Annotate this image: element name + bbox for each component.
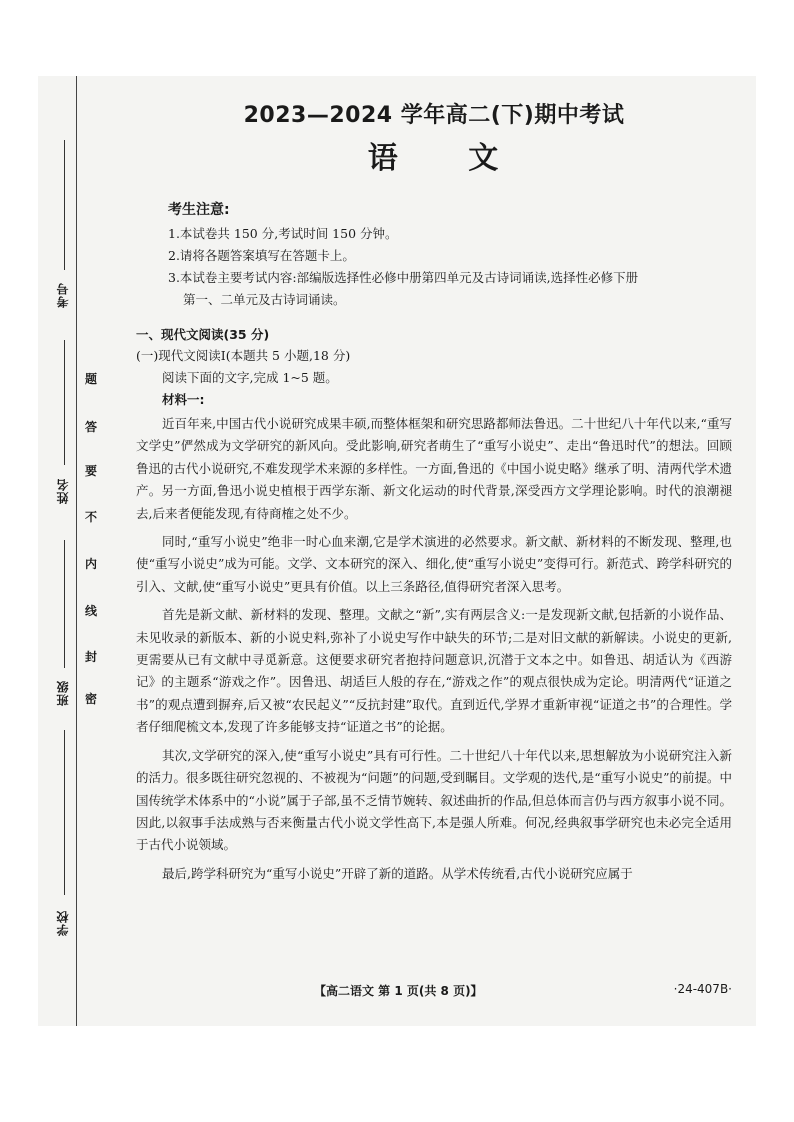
paragraph: 最后,跨学科研究为“重写小说史”开辟了新的道路。从学术传统看,古代小说研究应属于 [162, 865, 633, 881]
part-title: (一)现代文阅读Ⅰ(本题共 5 小题,18 分) [136, 348, 351, 363]
seal-char: 答 [84, 420, 97, 434]
notice-title: 考生注意: [168, 202, 230, 218]
paragraph: 其次,文学研究的深入,使“重写小说史”具有可行性。二十世纪八十年代以来,思想解放为小说研究注入新的活力。很多既往研究忽视的、不被视为“问题”的问题,受到瞩目。文学观的迭代,是“重写小说史”的前提。中国传统学术体系中的“小说”属于子部,虽不乏情节婉转、叙述曲折的作品,但总体而言仍与西方叙事小说不同。因此,以叙事手法成熟与否来衡量古代小说文学性高下,本是强人所难。何况,经典叙事学研究也未必完全适用于古代小说领域。 [136, 747, 733, 853]
notice-item: 1.本试卷共 150 分,考试时间 150 分钟。 [168, 226, 398, 241]
seal-char: 要 [84, 464, 97, 478]
page-footer [136, 982, 732, 1004]
school-label: 学校 [56, 910, 70, 936]
notice-list [168, 223, 732, 311]
name-label: 姓名 [56, 478, 70, 504]
seal-char: 线 [84, 604, 97, 618]
subject-title: 语 文 [367, 141, 501, 176]
seal-char: 封 [84, 650, 97, 664]
seal-char: 题 [84, 372, 97, 386]
material-label: 材料一: [162, 392, 205, 407]
paragraph: 首先是新文献、新材料的发现、整理。文献之“新”,实有两层含义:一是发现新文献,包括新的小说作品、未见收录的新版本、新的小说史料,弥补了小说史写作中缺失的环节;二是对旧文献的新解读。小说史的更新,更需要从已有文献中寻觅新意。这便要求研究者抱持问题意识,沉潜于文本之中。如鲁迅、胡适认为《西游记》的主题系“游戏之作”。因鲁迅、胡适巨人般的存在,“游戏之作”的观点很快成为定论。明清两代“证道之书”的观点遭到摒弃,后又被“农民起义”“反抗封建”取代。直到近代,学界才重新审视“证道之书”的合理性。学者仔细爬梳文本,发现了许多能够支持“证道之书”的论据。 [136, 607, 732, 735]
exam-number-blank [64, 140, 65, 270]
seal-char: 不 [84, 510, 97, 524]
notice-item: 3.本试卷主要考试内容:部编版选择性必修中册第四单元及古诗词诵读,选择性必修下册 [168, 270, 639, 285]
paper-code: ·24-407B· [673, 982, 732, 996]
seal-char: 内 [84, 557, 97, 571]
paragraph: 同时,“重写小说史”绝非一时心血来潮,它是学术演进的必然要求。新文献、新材料的不断发现、整理,也使“重写小说史”成为可能。文学、文本研究的深入、细化,使“重写小说史”变得可行。新范式、跨学科研究的引入、文献,使“重写小说史”更具有价值。以上三条路径,值得研究者深入思考。 [136, 534, 732, 594]
section-title: 一、现代文阅读(35 分) [136, 327, 270, 342]
class-blank [64, 540, 65, 668]
school-blank [64, 730, 65, 895]
notice-item: 2.请将各题答案填写在答题卡上。 [168, 248, 355, 263]
paragraph: 近百年来,中国古代小说研究成果丰硕,而整体框架和研究思路都师法鲁迅。二十世纪八十年代以来,“重写文学史”俨然成为文学研究的新风向。受此影响,研究者萌生了“重写小说史”、走出“鲁迅时代”的想法。回顾鲁迅的古代小说研究,不难发现学术来源的多样性。一方面,鲁迅的《中国小说史略》继承了明、清两代学术遗产。另一方面,鲁迅小说史植根于西学东渐、新文化运动的时代背景,深受西方文学理论影响。时代的浪潮褪去,后来者便能发现,有待商榷之处不少。 [136, 416, 732, 521]
seal-char: 密 [84, 692, 97, 706]
instruction: 阅读下面的文字,完成 1~5 题。 [162, 370, 338, 385]
notice-item: 第一、二单元及古诗词诵读。 [183, 292, 346, 307]
exam-content [136, 98, 732, 891]
name-blank [64, 340, 65, 465]
binding-line [76, 76, 77, 1026]
class-label: 班级 [56, 680, 70, 706]
page-number: 【高二语文 第 1 页(共 8 页)】 [314, 984, 483, 998]
exam-number-label: 考号 [56, 282, 70, 308]
exam-title: 2023—2024 学年高二(下)期中考试 [243, 103, 625, 128]
